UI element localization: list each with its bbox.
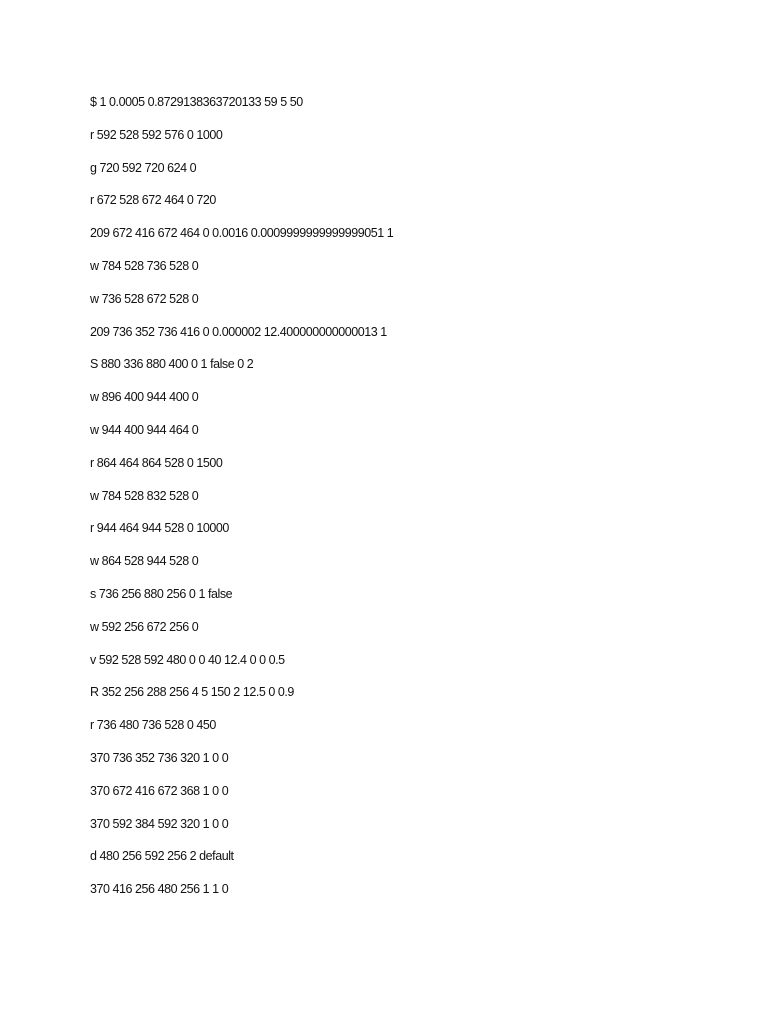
text-lines <box>90 94 393 914</box>
text-line: 370 736 352 736 320 1 0 0 <box>90 750 229 765</box>
text-line: g 720 592 720 624 0 <box>90 160 197 175</box>
text-line: 370 592 384 592 320 1 0 0 <box>90 816 229 831</box>
text-line: w 896 400 944 400 0 <box>90 390 199 405</box>
text-line: r 944 464 944 528 0 10000 <box>90 521 229 536</box>
text-line: 370 672 416 672 368 1 0 0 <box>90 783 229 798</box>
text-line: 370 416 256 480 256 1 1 0 <box>90 882 229 897</box>
text-line: r 592 528 592 576 0 1000 <box>90 127 223 142</box>
text-line: w 784 528 736 528 0 <box>90 258 199 273</box>
text-line: r 736 480 736 528 0 450 <box>90 718 216 733</box>
text-line: S 880 336 880 400 0 1 false 0 2 <box>90 357 254 372</box>
text-line: s 736 256 880 256 0 1 false <box>90 586 233 601</box>
text-line: 209 672 416 672 464 0 0.0016 0.0009999999999999051 1 <box>90 226 394 241</box>
text-line: v 592 528 592 480 0 0 40 12.4 0 0 0.5 <box>90 652 285 667</box>
text-line: R 352 256 288 256 4 5 150 2 12.5 0 0.9 <box>90 685 294 700</box>
text-line: r 672 528 672 464 0 720 <box>90 193 216 208</box>
text-line: w 592 256 672 256 0 <box>90 619 199 634</box>
text-line: $ 1 0.0005 0.8729138363720133 59 5 50 <box>90 95 303 109</box>
text-line: w 864 528 944 528 0 <box>90 554 199 569</box>
text-line: d 480 256 592 256 2 default <box>90 849 234 864</box>
text-line: w 944 400 944 464 0 <box>90 422 199 437</box>
text-line: w 784 528 832 528 0 <box>90 488 199 503</box>
text-line: 209 736 352 736 416 0 0.000002 12.400000000000013 1 <box>90 324 387 339</box>
text-line: r 864 464 864 528 0 1500 <box>90 455 223 470</box>
text-line: w 736 528 672 528 0 <box>90 291 199 306</box>
